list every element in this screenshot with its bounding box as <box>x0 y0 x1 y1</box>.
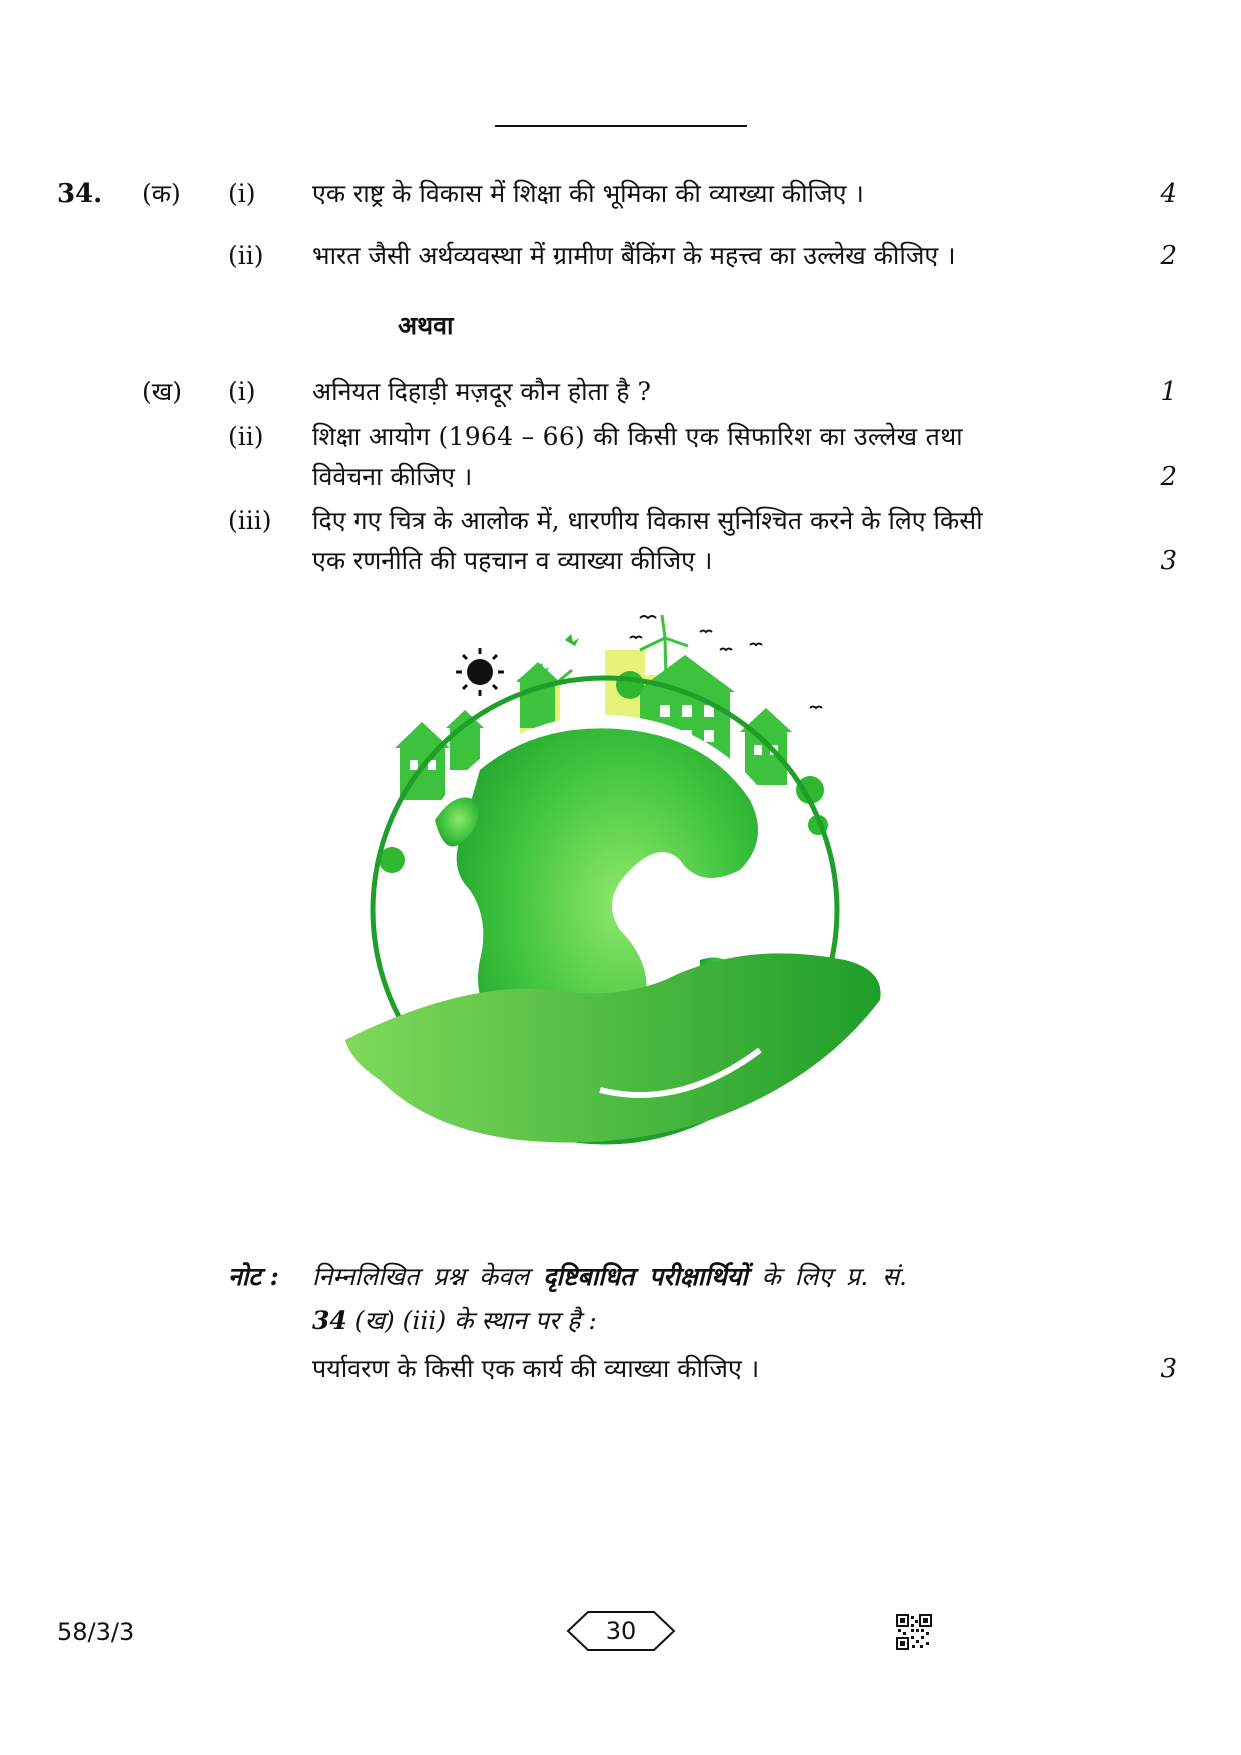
part-b-ii-line1: शिक्षा आयोग (1964 – 66) की किसी एक सिफारिश का उल्लेख तथा <box>312 422 963 451</box>
note-line2-bold: 34 <box>312 1306 347 1335</box>
part-b-ii-label: (ii) <box>228 422 264 451</box>
part-b-ii-marks: 2 <box>1160 462 1177 492</box>
part-b-label: (ख) <box>142 377 182 406</box>
part-b-iii-marks: 3 <box>1160 546 1177 576</box>
paper-code: 58/3/3 <box>57 1618 135 1646</box>
note-line1-post: के लिए प्र. सं. <box>761 1262 907 1291</box>
or-text: अथवा <box>398 311 454 340</box>
sun-icon <box>456 648 504 696</box>
part-b-iii-line1: दिए गए चित्र के आलोक में, धारणीय विकास सुनिश्चित करने के लिए किसी <box>312 506 983 535</box>
page-number: 30 <box>605 1617 637 1645</box>
note-label: नोट : <box>228 1262 279 1291</box>
part-b-iii-line2: एक रणनीति की पहचान व व्याख्या कीजिए । <box>312 546 713 575</box>
note-marks: 3 <box>1160 1354 1177 1384</box>
note-line1-bold: दृष्टिबाधित परीक्षार्थियों <box>543 1262 748 1291</box>
note-question: पर्यावरण के किसी एक कार्य की व्याख्या कीजिए । <box>312 1354 760 1383</box>
part-a-ii-marks: 2 <box>1160 241 1177 271</box>
top-rule <box>495 125 747 127</box>
part-a-i-marks: 4 <box>1160 179 1177 209</box>
part-a-ii-text: भारत जैसी अर्थव्यवस्था में ग्रामीण बैंकिंग के महत्त्व का उल्लेख कीजिए । <box>312 241 956 270</box>
qr-code-icon <box>896 1614 932 1650</box>
part-a-i-label: (i) <box>228 179 256 208</box>
note-line2-rest: (ख) (iii) के स्थान पर है : <box>354 1306 597 1335</box>
note-line1-pre: निम्नलिखित प्रश्न केवल <box>312 1262 530 1291</box>
part-b-iii-label: (iii) <box>228 506 272 535</box>
note-line2 <box>312 1302 597 1340</box>
part-a-ii-label: (ii) <box>228 241 264 270</box>
part-b-i-label: (i) <box>228 377 256 406</box>
question-number: 34. <box>57 179 103 209</box>
note-line1 <box>312 1258 907 1296</box>
part-a-i-text: एक राष्ट्र के विकास में शिक्षा की भूमिका की व्याख्या कीजिए । <box>312 179 864 208</box>
part-b-i-text: अनियत दिहाड़ी मज़दूर कौन होता है ? <box>312 377 651 406</box>
part-b-i-marks: 1 <box>1160 377 1177 407</box>
part-b-ii-line2: विवेचना कीजिए । <box>312 462 473 491</box>
sustainable-earth-illustration <box>340 610 900 1220</box>
part-a-label: (क) <box>142 179 181 208</box>
